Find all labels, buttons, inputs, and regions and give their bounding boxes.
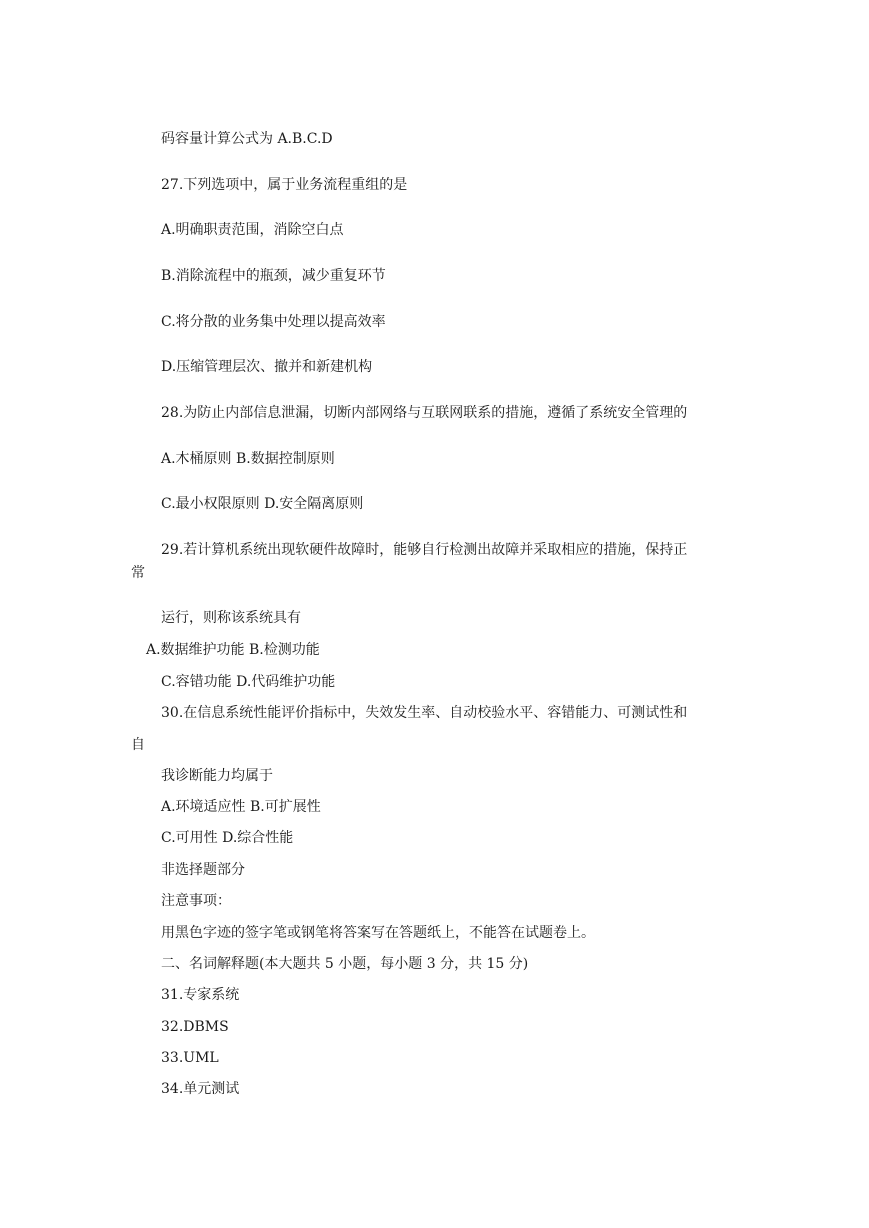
option-line: C.容错功能 D.代码维护功能 xyxy=(161,674,336,690)
text-line: 我诊断能力均属于 xyxy=(161,768,273,784)
question-32: 32.DBMS xyxy=(161,1019,229,1035)
option-line: D.压缩管理层次、撤并和新建机构 xyxy=(161,359,373,375)
option-line: C.可用性 D.综合性能 xyxy=(161,830,294,846)
section-heading: 非选择题部分 xyxy=(161,862,245,878)
option-line: B.消除流程中的瓶颈，减少重复环节 xyxy=(161,268,386,284)
question-34: 34.单元测试 xyxy=(161,1081,240,1097)
question-31: 31.专家系统 xyxy=(161,987,240,1003)
option-line: A.数据维护功能 B.检测功能 xyxy=(146,642,320,658)
notice-text: 用黑色字迹的签字笔或钢笔将答案写在答题纸上，不能答在试题卷上。 xyxy=(161,925,595,941)
notice-heading: 注意事项： xyxy=(161,893,231,909)
text-line: 自 xyxy=(131,737,145,753)
text-line: 常 xyxy=(131,565,145,581)
option-line: A.明确职责范围，消除空白点 xyxy=(161,222,344,238)
question-29: 29.若计算机系统出现软硬件故障时，能够自行检测出故障并采取相应的措施，保持正 xyxy=(161,542,688,558)
text-line: 码容量计算公式为 A.B.C.D xyxy=(161,131,333,147)
question-33: 33.UML xyxy=(161,1050,219,1066)
text-line: 运行，则称该系统具有 xyxy=(161,610,301,626)
question-28: 28.为防止内部信息泄漏，切断内部网络与互联网联系的措施，遵循了系统安全管理的 xyxy=(161,405,688,421)
question-27: 27.下列选项中，属于业务流程重组的是 xyxy=(161,177,408,193)
option-line: A.环境适应性 B.可扩展性 xyxy=(161,799,321,815)
option-line: C.最小权限原则 D.安全隔离原则 xyxy=(161,496,364,512)
option-line: C.将分散的业务集中处理以提高效率 xyxy=(161,314,386,330)
question-30: 30.在信息系统性能评价指标中，失效发生率、自动校验水平、容错能力、可测试性和 xyxy=(161,705,688,721)
option-line: A.木桶原则 B.数据控制原则 xyxy=(161,451,335,467)
section-heading: 二、名词解释题(本大题共 5 小题，每小题 3 分，共 15 分) xyxy=(161,956,529,972)
